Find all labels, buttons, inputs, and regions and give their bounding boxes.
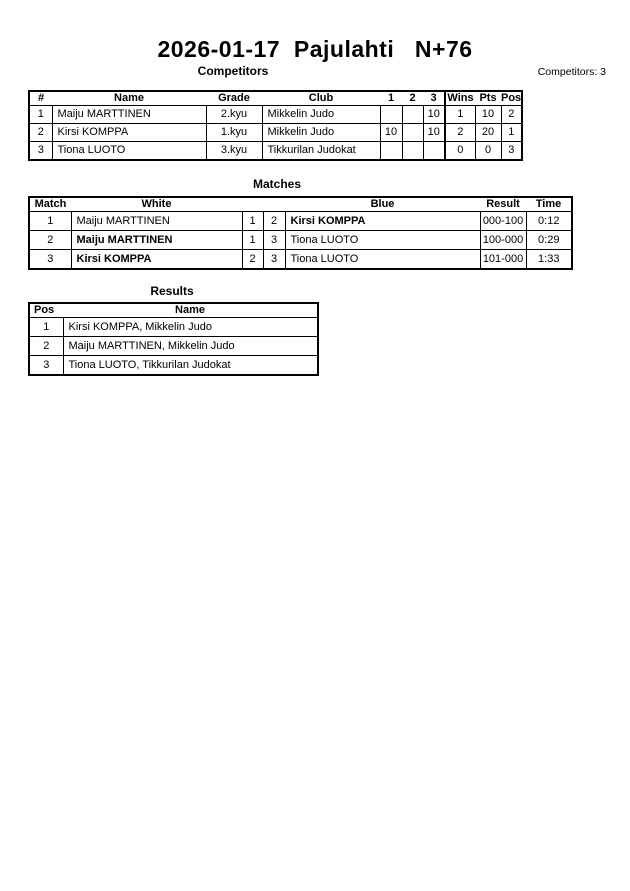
result-position: 2 [29, 337, 63, 356]
blue-competitor-number: 2 [263, 212, 285, 231]
competitors-section-title: Competitors [197, 64, 269, 78]
competitor-number: 2 [29, 124, 52, 142]
competitors-count: Competitors: 3 [537, 66, 606, 78]
crosstable-cell: 10 [423, 124, 445, 142]
competitor-name: Kirsi KOMPPA [52, 124, 206, 142]
col-header-name: Name [52, 91, 206, 106]
blue-competitor-number: 3 [263, 250, 285, 270]
crosstable-cell: 10 [380, 124, 402, 142]
white-competitor-number: 2 [242, 250, 263, 270]
page-title: 2026-01-17 Pajulahti N+76 [157, 36, 473, 62]
match-result: 100-000 [480, 231, 526, 250]
competitor-grade: 3.kyu [206, 142, 262, 161]
match-number: 1 [29, 212, 71, 231]
white-competitor: Maiju MARTTINEN [71, 212, 242, 231]
match-result: 000-100 [480, 212, 526, 231]
results-header-row [29, 303, 318, 318]
competitor-position: 3 [501, 142, 522, 161]
results-section-title: Results [150, 284, 194, 298]
col-header-name: Name [63, 303, 318, 318]
competitor-club: Mikkelin Judo [262, 106, 380, 124]
crosstable-cell [402, 124, 423, 142]
competitor-club: Mikkelin Judo [262, 124, 380, 142]
result-position: 1 [29, 318, 63, 337]
col-header-opp2: 2 [402, 91, 423, 106]
col-header-white-number [242, 197, 263, 212]
result-name: Kirsi KOMPPA, Mikkelin Judo [63, 318, 318, 337]
col-header-grade: Grade [206, 91, 262, 106]
col-header-time: Time [526, 197, 572, 212]
blue-competitor: Kirsi KOMPPA [285, 212, 480, 231]
competitors-header-row [29, 91, 522, 106]
white-competitor-number: 1 [242, 231, 263, 250]
competitor-grade: 1.kyu [206, 124, 262, 142]
result-position: 3 [29, 356, 63, 376]
blue-competitor: Tiona LUOTO [285, 250, 480, 270]
competitor-wins: 1 [445, 106, 475, 124]
col-header-white: White [71, 197, 242, 212]
match-time: 0:12 [526, 212, 572, 231]
crosstable-cell [423, 142, 445, 161]
competitor-points: 0 [475, 142, 501, 161]
result-row [29, 337, 318, 356]
competitor-wins: 2 [445, 124, 475, 142]
matches-section-title: Matches [252, 177, 302, 191]
competitor-position: 2 [501, 106, 522, 124]
blue-competitor: Tiona LUOTO [285, 231, 480, 250]
result-row [29, 318, 318, 337]
result-name: Maiju MARTTINEN, Mikkelin Judo [63, 337, 318, 356]
col-header-pos: Pos [29, 303, 63, 318]
crosstable-cell [402, 142, 423, 161]
match-time: 1:33 [526, 250, 572, 270]
col-header-result: Result [480, 197, 526, 212]
match-row [29, 212, 572, 231]
col-header-opp3: 3 [423, 91, 445, 106]
competitor-row [29, 124, 522, 142]
result-row [29, 356, 318, 376]
col-header-opp1: 1 [380, 91, 402, 106]
competitor-points: 20 [475, 124, 501, 142]
competitor-club: Tikkurilan Judokat [262, 142, 380, 161]
col-header-match: Match [29, 197, 71, 212]
competitor-points: 10 [475, 106, 501, 124]
competitor-row [29, 142, 522, 161]
crosstable-cell [380, 142, 402, 161]
col-header-pts: Pts [475, 91, 501, 106]
crosstable-cell: 10 [423, 106, 445, 124]
match-time: 0:29 [526, 231, 572, 250]
competitor-name: Maiju MARTTINEN [52, 106, 206, 124]
match-row [29, 231, 572, 250]
col-header-club: Club [262, 91, 380, 106]
col-header-pos: Pos [501, 92, 522, 104]
competitor-number: 3 [29, 142, 52, 161]
crosstable-cell [380, 106, 402, 124]
match-number: 2 [29, 231, 71, 250]
blue-competitor-number: 3 [263, 231, 285, 250]
crosstable-cell [402, 106, 423, 124]
col-header-blue: Blue [285, 197, 480, 212]
competitors-table [28, 90, 523, 161]
results-table [28, 302, 319, 376]
matches-header-row [29, 197, 572, 212]
competitor-name: Tiona LUOTO [52, 142, 206, 161]
col-header-wins: Wins [445, 91, 475, 106]
match-row [29, 250, 572, 270]
matches-table [28, 196, 573, 270]
competitor-position: 1 [501, 124, 522, 142]
col-header-blue-number [263, 197, 285, 212]
competitor-number: 1 [29, 106, 52, 124]
competitor-wins: 0 [445, 142, 475, 161]
white-competitor-number: 1 [242, 212, 263, 231]
white-competitor: Kirsi KOMPPA [71, 250, 242, 270]
competitor-grade: 2.kyu [206, 106, 262, 124]
result-name: Tiona LUOTO, Tikkurilan Judokat [63, 356, 318, 376]
match-result: 101-000 [480, 250, 526, 270]
white-competitor: Maiju MARTTINEN [71, 231, 242, 250]
col-header-number: # [29, 91, 52, 106]
match-number: 3 [29, 250, 71, 270]
competitor-row [29, 106, 522, 124]
